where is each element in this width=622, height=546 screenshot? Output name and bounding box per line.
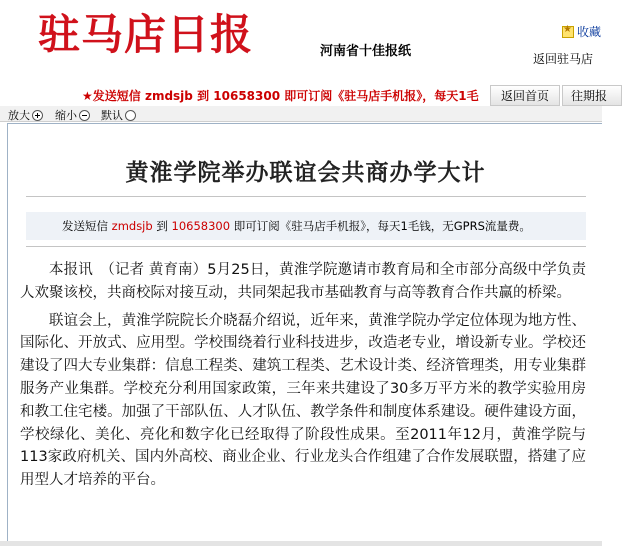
article-body [20,259,586,497]
sms-notice: 发送短信 zmdsjb 到 10658300 即可订阅《驻马店手机报》，每天1毛钱，无GPRS流量费。 [26,212,586,240]
sms-suffix: 即可订阅《驻马店手机报》，每天1毛 [284,89,479,103]
favorite-link[interactable]: ★收藏 [562,23,601,40]
title-divider [26,196,586,197]
zoom-out-icon [79,110,90,121]
zoom-in-control[interactable]: 放大 [8,107,43,123]
zoom-in-icon [32,110,43,121]
article-panel [7,123,602,546]
slogan: 河南省十佳报纸 [320,44,412,59]
favorite-icon [562,26,574,38]
zoom-default-icon [125,110,136,121]
notice-divider [26,246,586,247]
zoom-default-control[interactable]: 默认 [101,107,136,123]
site-header [0,0,602,80]
back-home-link[interactable]: 返回驻马店 [533,52,594,66]
zoom-out-control[interactable]: 缩小 [55,107,90,123]
sms-to: 到 [197,89,210,103]
article-paragraph: 本报讯 （记者 黄育南）5月25日，黄淮学院邀请市教育局和全市部分高级中学负责人欢聚该校，共商校际对接互动，共同架起我市基础教育与高等教育合作共赢的桥梁。 [20,262,586,301]
zoom-toolbar [0,106,602,122]
sms-number: 10658300 [213,89,281,103]
return-home-button[interactable]: 返回首页 [490,85,560,106]
notice-number: 10658300 [171,219,231,233]
sms-prefix: ★发送短信 [82,89,141,103]
newspaper-logo[interactable]: 驻马店日报 [38,10,254,59]
bottom-strip [0,541,602,546]
sms-code: zmdsjb [144,89,193,103]
past-issues-button[interactable]: 往期报 [562,85,622,106]
article-title: 黄淮学院举办联谊会共商办学大计 [125,160,486,186]
notice-code: zmdsjb [111,219,153,233]
sms-marquee[interactable] [82,87,479,104]
article-paragraph: 联谊会上，黄淮学院院长介晓磊介绍说，近年来，黄淮学院办学定位体现为地方性、国际化、开放式、应用型。学校围绕着行业科技进步，改造老专业，增设新专业。学校还建设了四大专业集群：信息工程类、建筑工程类、艺术设计类、经济管理类，用专业集群服务产业集群。学校充分利用国家政策，三年来共建设了30多万平方米的教学实验用房和教工住宅楼。加强了干部队伍、人才队伍、教学条件和制度体系建设。硬件建设方面，学校绿化、美化、亮化和数字化已经取得了阶段性成果。至2011年12月，黄淮学院与113家政府机关、国内外高校、商业企业、行业龙头合作组建了合作发展联盟，搭建了应用型人才培养的平台。 [20,312,586,489]
